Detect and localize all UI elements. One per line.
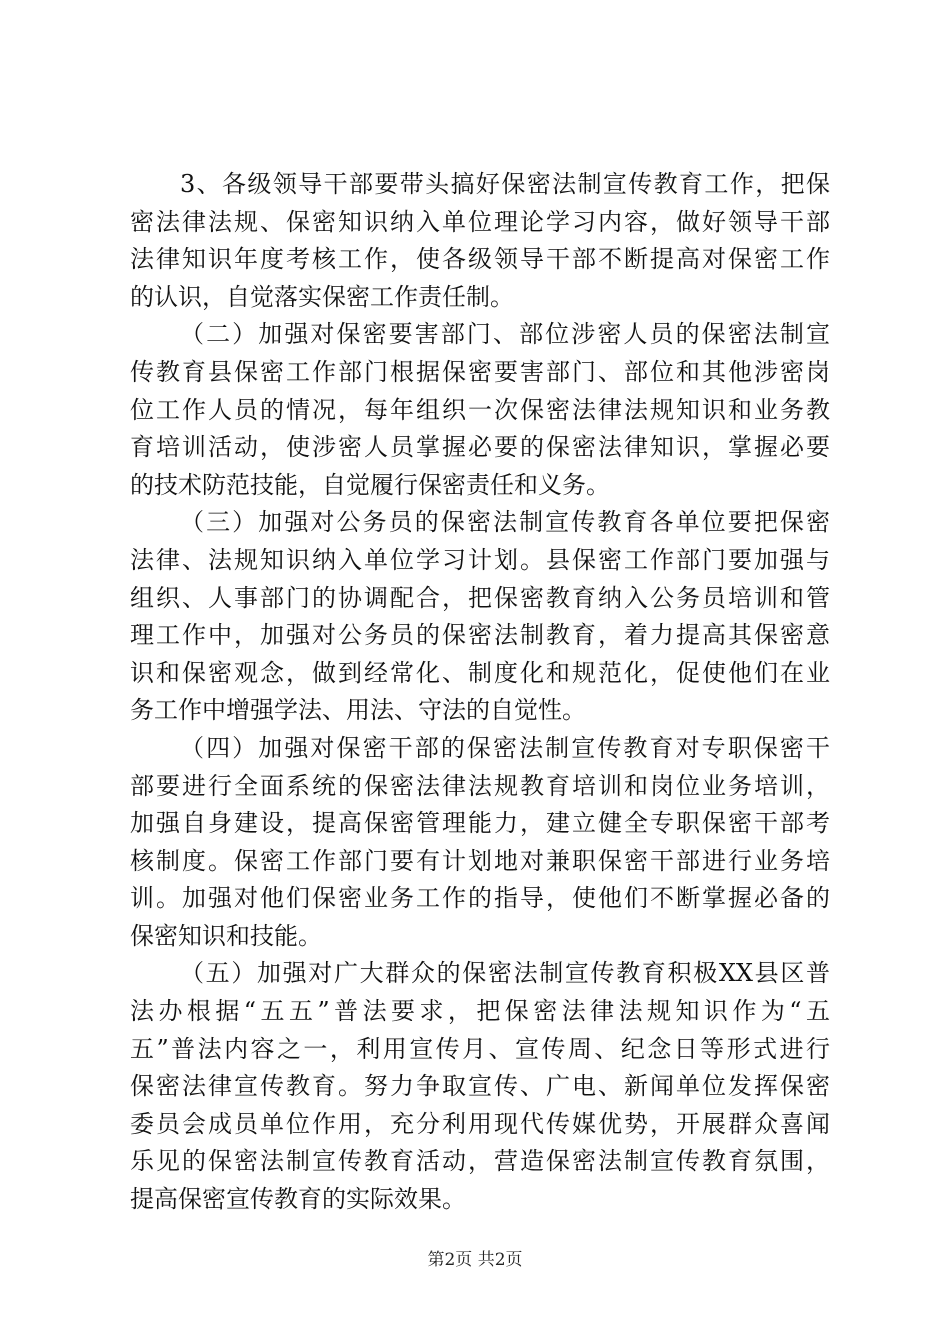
text-line: 识和保密观念，做到经常化、制度化和规范化，促使他们在业: [130, 658, 830, 687]
text-line: 训。加强对他们保密业务工作的指导，使他们不断掌握必备的: [130, 884, 830, 913]
text-line: 密法律法规、保密知识纳入单位理论学习内容，做好领导干部: [130, 207, 830, 236]
text-line: （三）加强对公务员的保密法制宣传教育各单位要把保密: [180, 508, 830, 537]
text-line: （四）加强对保密干部的保密法制宣传教育对专职保密干: [180, 733, 830, 762]
text-line: 保密知识和技能。: [130, 921, 322, 950]
text-line: 法律、法规知识纳入单位学习计划。县保密工作部门要加强与: [130, 545, 830, 574]
document-body: [130, 166, 830, 1219]
text-line: 组织、人事部门的协调配合，把保密教育纳入公务员培训和管: [130, 583, 830, 612]
text-line: 法办根据“五五”普法要求，把保密法律法规知识作为“五: [130, 997, 830, 1026]
text-line: 育培训活动，使涉密人员掌握必要的保密法律知识，掌握必要: [130, 433, 830, 462]
text-line: 五”普法内容之一，利用宣传月、宣传周、纪念日等形式进行: [130, 1034, 830, 1063]
text-line: 3、各级领导干部要带头搞好保密法制宣传教育工作，把保: [180, 170, 830, 198]
text-line: 的认识，自觉落实保密工作责任制。: [130, 282, 514, 311]
text-line: 理工作中，加强对公务员的保密法制教育，着力提高其保密意: [130, 621, 830, 650]
text-line: 乐见的保密法制宣传教育活动，营造保密法制宣传教育氛围，: [130, 1147, 830, 1176]
text-line: 的技术防范技能，自觉履行保密责任和义务。: [130, 470, 610, 499]
text-line: 位工作人员的情况，每年组织一次保密法律法规知识和业务教: [130, 395, 830, 424]
text-line: 部要进行全面系统的保密法律法规教育培训和岗位业务培训，: [130, 771, 830, 800]
text-line: 加强自身建设，提高保密管理能力，建立健全专职保密干部考: [130, 809, 830, 838]
text-line: 法律知识年度考核工作，使各级领导干部不断提高对保密工作: [130, 245, 830, 274]
text-line: 核制度。保密工作部门要有计划地对兼职保密干部进行业务培: [130, 846, 830, 875]
text-line: 委员会成员单位作用，充分利用现代传媒优势，开展群众喜闻: [130, 1109, 830, 1138]
text-line: （二）加强对保密要害部门、部位涉密人员的保密法制宣: [180, 320, 830, 349]
text-line: 保密法律宣传教育。努力争取宣传、广电、新闻单位发挥保密: [130, 1072, 830, 1101]
text-line: 提高保密宣传教育的实际效果。: [130, 1185, 466, 1214]
text-line: 传教育县保密工作部门根据保密要害部门、部位和其他涉密岗: [130, 357, 830, 386]
text-line: （五）加强对广大群众的保密法制宣传教育积极XX县区普: [180, 959, 830, 988]
text-line: 务工作中增强学法、用法、守法的自觉性。: [130, 696, 586, 725]
page-number-footer: 第2页 共2页: [427, 1250, 523, 1270]
